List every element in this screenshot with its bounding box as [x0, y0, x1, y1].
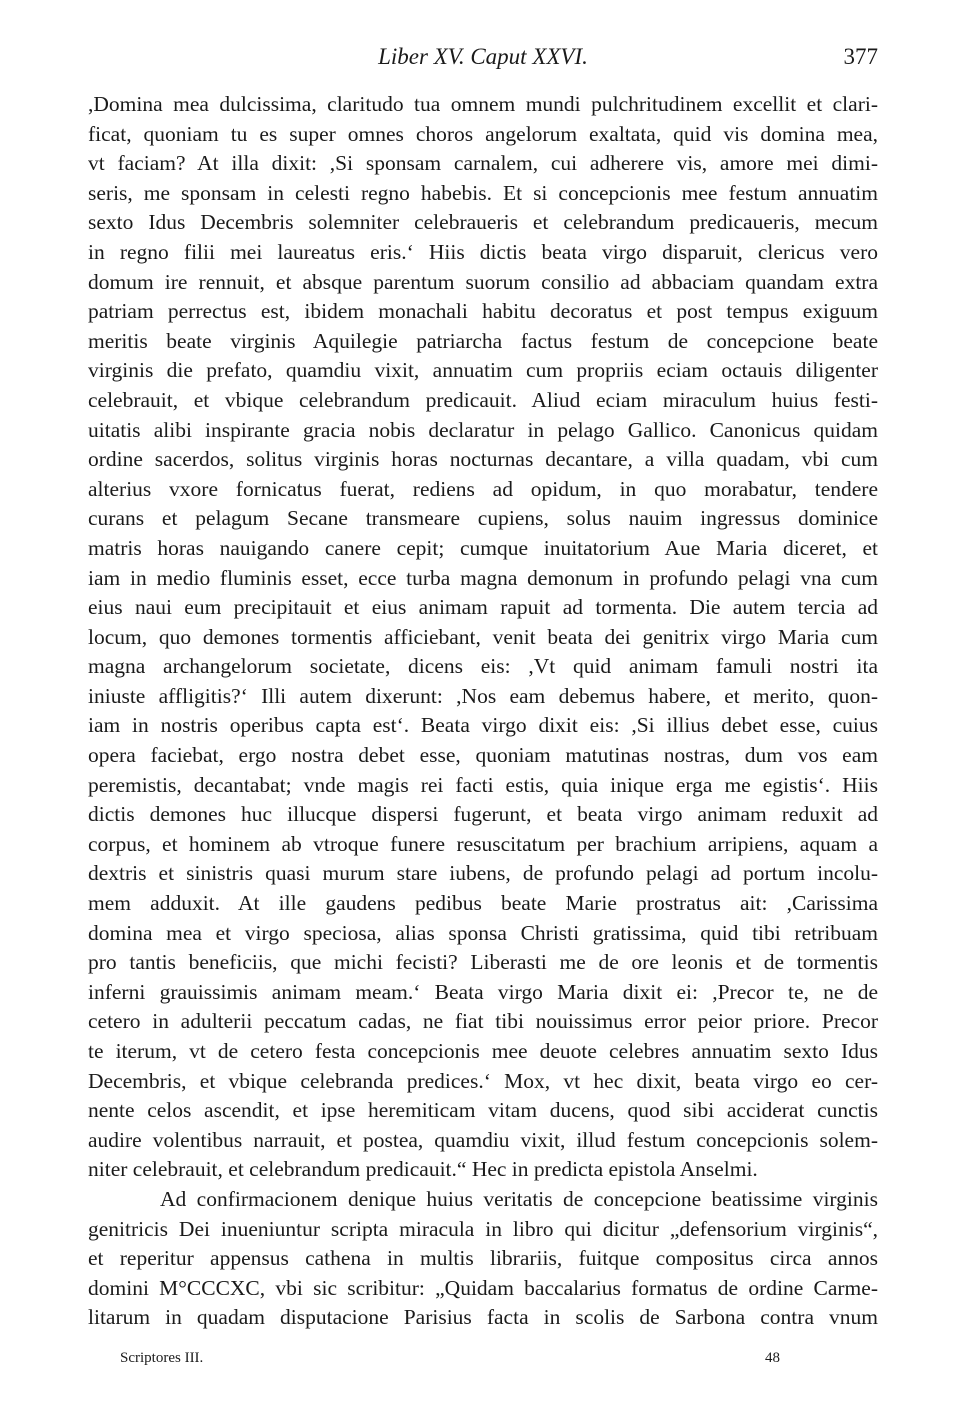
- body-text: [88, 90, 878, 1333]
- text-line: audire volentibus narrauit, et postea, quamdiu vixit, illud festum concepcionis solem-: [88, 1127, 878, 1152]
- text-line: ,Domina mea dulcissima, claritudo tua omnem mundi pulchritudinem excellit et clari-: [88, 92, 878, 116]
- text-line: dictis demones huc illucque dispersi fugerunt, et beata virgo animam reduxit ad: [88, 802, 878, 827]
- paragraph-start-line: Ad confirmacionem denique huius veritatis de concepcione beatissime virginis: [160, 1186, 878, 1211]
- text-line: locum, quo demones tormentis afficiebant, venit beata dei genitrix virgo Maria cum: [88, 624, 878, 649]
- paragraph-end-line: niter celebrauit, et celebrandum predicauit.“ Hec in predicta epistola Anselmi.: [88, 1157, 758, 1182]
- text-line: patriam perrectus est, ibidem monachali habitu decoratus et post tempus exiguum: [88, 299, 878, 324]
- text-line: domina mea et virgo speciosa, alias sponsa Christi gratissima, quid tibi retribuam: [88, 920, 878, 945]
- text-line: virginis die prefato, quamdiu vixit, annuatim cum propriis eciam octauis diligenter: [88, 358, 878, 383]
- page-number: 377: [843, 44, 878, 69]
- text-line: ficat, quoniam tu es super omnes choros angelorum exaltata, quid vis domina mea,: [88, 121, 878, 146]
- text-line: iam in nostris operibus capta est‘. Beata virgo dixit eis: ,Si illius debet esse, cuius: [88, 713, 878, 738]
- text-line: peremistis, decantabat; vnde magis rei facti estis, quia inique erga me egistis‘. Hiis: [88, 772, 878, 797]
- text-line: seris, me sponsam in celesti regno habebis. Et si concepcionis mee festum annuatim: [88, 180, 878, 205]
- text-line: nente celos ascendit, et ipse heremiticam vitam ducens, quod sibi acciderat cunctis: [88, 1098, 878, 1123]
- text-line: curans et pelagum Secane transmeare cupiens, solus nauim ingressus dominice: [88, 506, 878, 531]
- text-line: et reperitur appensus cathena in multis librariis, fuitque compositus circa annos: [88, 1246, 878, 1271]
- text-line: magna archangelorum societate, dicens eis: ,Vt quid animam famuli nostri ita: [88, 654, 878, 679]
- page-footer: [120, 1350, 780, 1376]
- text-line: meritis beate virginis Aquilegie patriarcha factus festum de concepcione beate: [88, 328, 878, 353]
- text-line: matris horas nauigando canere cepit; cumque inuitatorium Aue Maria diceret, et: [88, 535, 878, 560]
- text-line: iniuste affligitis?‘ Illi autem dixerunt: ,Nos eam debemus habere, et merito, quon-: [88, 683, 878, 708]
- text-line: uitatis alibi inspirante gracia nobis declaratur in pelago Gallico. Canonicus quidam: [88, 417, 878, 442]
- text-line: celebrauit, et vbique celebrandum predicauit. Aliud eciam miraculum huius festi-: [88, 387, 878, 412]
- text-line: inferni grauissimis animam meam.‘ Beata virgo Maria dixit ei: ,Precor te, ne de: [88, 979, 878, 1004]
- text-line: cetero in adulterii peccatum cadas, ne fiat tibi nouissimus error peior priore. Precor: [88, 1009, 878, 1034]
- text-line: Decembris, et vbique celebranda predices.‘ Mox, vt hec dixit, beata virgo eo cer-: [88, 1068, 878, 1093]
- text-line: opera faciebat, ergo nostra debet esse, quoniam matutinas nostras, dum vos eam: [88, 743, 878, 768]
- text-line: genitricis Dei inueniuntur scripta miracula in libro qui dicitur „defensorium virginis“,: [88, 1216, 878, 1241]
- text-line: dextris et sinistris quasi murum stare iubens, de profundo pelagi ad portum incolu-: [88, 861, 878, 886]
- text-line: vt faciam? At illa dixit: ,Si sponsam carnalem, cui adherere vis, amore mei dimi-: [88, 151, 878, 176]
- text-line: mem adduxit. At ille gaudens pedibus beate Marie prostratus ait: ,Carissima: [88, 891, 878, 916]
- text-line: iam in medio fluminis esset, ecce turba magna demonum in profundo pelagi vna cum: [88, 565, 878, 590]
- signature-mark: Scriptores III.: [120, 1350, 204, 1366]
- text-line: pro tantis beneficiis, que michi fecisti? Liberasti me de ore leonis et de tormentis: [88, 950, 878, 975]
- text-line: domum ire rennuit, et absque parentum suorum consilio ad abbaciam quandam extra: [88, 269, 878, 294]
- sheet-number: 48: [765, 1350, 780, 1366]
- text-line: sexto Idus Decembris solemniter celebraueris et celebrandum predicaueris, mecum: [88, 210, 878, 235]
- text-line: domini M°CCCXC, vbi sic scribitur: „Quidam baccalarius formatus de ordine Carme-: [88, 1275, 878, 1300]
- text-line: alterius vxore fornicatus fuerat, rediens ad opidum, in quo morabatur, tendere: [88, 476, 878, 501]
- text-line: eius naui eum precipitauit et eius animam rapuit ad tormenta. Die autem tercia ad: [88, 595, 878, 620]
- text-line: te iterum, vt de cetero festa concepcionis mee deuote celebres annuatim sexto Idus: [88, 1039, 878, 1063]
- text-line: in regno filii mei laureatus eris.‘ Hiis dictis beata virgo disparuit, clericus vero: [88, 239, 878, 264]
- text-line: corpus, et hominem ab vtroque funere resuscitatum per brachium arripiens, aquam a: [88, 831, 878, 856]
- text-line: litarum in quadam disputacione Parisius facta in scolis de Sarbona contra vnum: [88, 1305, 878, 1330]
- running-title: Liber XV. Caput XXVI.: [378, 44, 588, 69]
- text-line: ordine sacerdos, solitus virginis horas nocturnas decantare, a villa quadam, vbi cum: [88, 447, 878, 472]
- running-head: [88, 44, 878, 78]
